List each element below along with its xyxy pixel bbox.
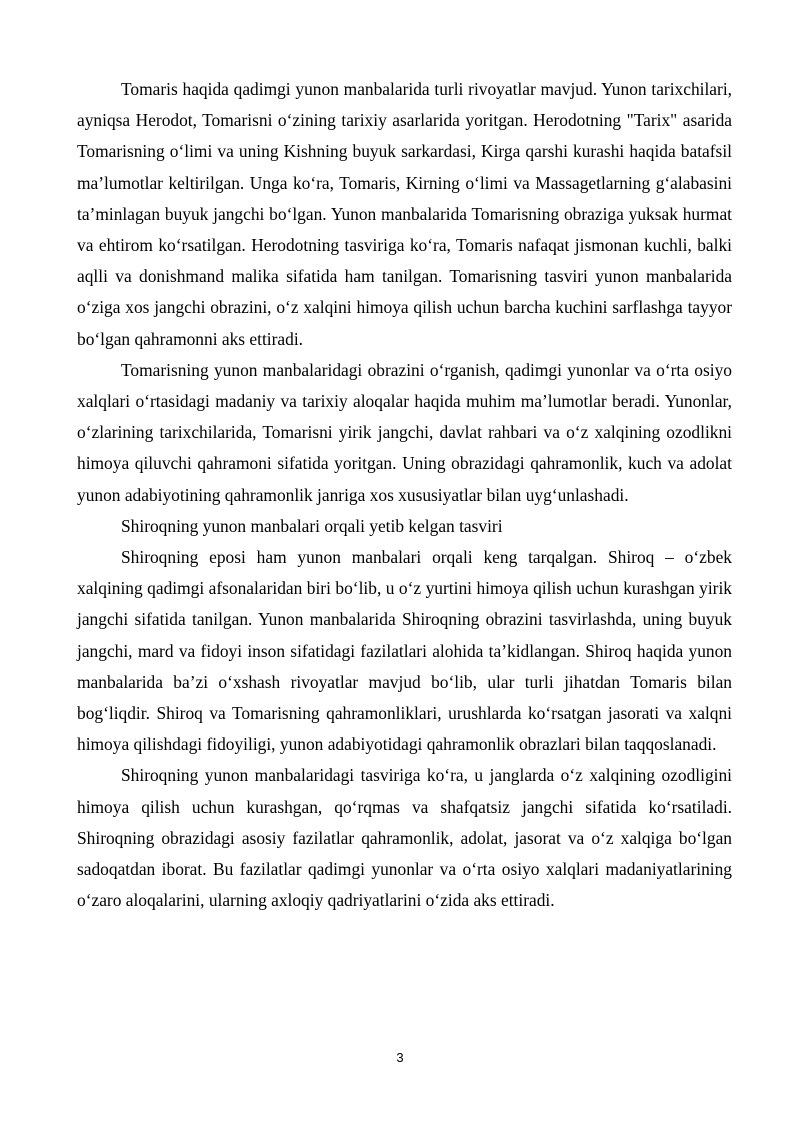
paragraph-shiroq-image: Shiroqning yunon manbalaridagi tasviriga ko‘ra, u janglarda o‘z xalqining ozodligini himoya qilish uchun kurashgan, qo‘rqmas va shafqatsiz jangchi sifatida ko‘rsatiladi. Shiroqning obrazidagi asosiy fazilatlar qahramonlik, adolat, jasorat va o‘z xalqiga bo‘lgan sadoqatdan iborat. Bu fazilatlar qadimgi yunonlar va o‘rta osiyo xalqlari madaniyatlarining o‘zaro aloqalarini, ularning axloqiy qadriyatlarini o‘zida aks ettiradi. [77, 765, 732, 911]
section-heading-shiroq: Shiroqning yunon manbalari orqali yetib kelgan tasviri [121, 515, 503, 536]
paragraph-tomaris-sources: Tomaris haqida qadimgi yunon manbalarida turli rivoyatlar mavjud. Yunon tarixchilari, ayniqsa Herodot, Tomarisni o‘zining tarixiy asarlarida yoritgan. Herodotning "Tarix" asarida Tomarisning o‘limi va uning Kishning buyuk sarkardasi, Kirga qarshi kurashi haqida batafsil ma’lumotlar keltirilgan. Unga ko‘ra, Tomaris, Kirning o‘limi va Massagetlarning g‘alabasini ta’minlagan buyuk jangchi bo‘lgan. Yunon manbalarida Tomarisning obraziga yuksak hurmat va ehtirom ko‘rsatilgan. Herodotning tasviriga ko‘ra, Tomaris nafaqat jismonan kuchli, balki aqlli va donishmand malika sifatida ham tanilgan. Tomarisning tasviri yunon manbalarida o‘ziga xos jangchi obrazini, o‘z xalqini himoya qilish uchun barcha kuchini sarflashga tayyor bo‘lgan qahramonni aks ettiradi. [77, 79, 732, 349]
paragraph-tomaris-image: Tomarisning yunon manbalaridagi obrazini o‘rganish, qadimgi yunonlar va o‘rta osiyo xalqlari o‘rtasidagi madaniy va tarixiy aloqalar haqida muhim ma’lumotlar beradi. Yunonlar, o‘zlarining tarixchilarida, Tomarisni yirik jangchi, davlat rahbari va o‘z xalqining ozodlikni himoya qiluvchi qahramoni sifatida yoritgan. Uning obrazidagi qahramonlik, kuch va adolat yunon adabiyotining qahramonlik janriga xos xususiyatlar bilan uyg‘unlashadi. [77, 359, 732, 505]
page-number: 3 [396, 1050, 404, 1065]
body-text [77, 74, 732, 916]
paragraph-shiroq-epos: Shiroqning eposi ham yunon manbalari orqali keng tarqalgan. Shiroq – o‘zbek xalqining qadimgi afsonalaridan biri bo‘lib, u o‘z yurtini himoya qilish uchun kurashgan yirik jangchi sifatida tanilgan. Yunon manbalarida Shiroqning obrazini tasvirlashda, uning buyuk jangchi, mard va fidoyi inson sifatidagi fazilatlari alohida ta’kidlangan. Shiroq haqida yunon manbalarida ba’zi o‘xshash rivoyatlar mavjud bo‘lib, ular turli jihatdan Tomaris bilan bog‘liqdir. Shiroq va Tomarisning qahramonliklari, urushlarda ko‘rsatgan jasorati va xalqni himoya qilishdagi fidoyiligi, yunon adabiyotidagi qahramonlik obrazlari bilan taqqoslanadi. [77, 547, 732, 755]
